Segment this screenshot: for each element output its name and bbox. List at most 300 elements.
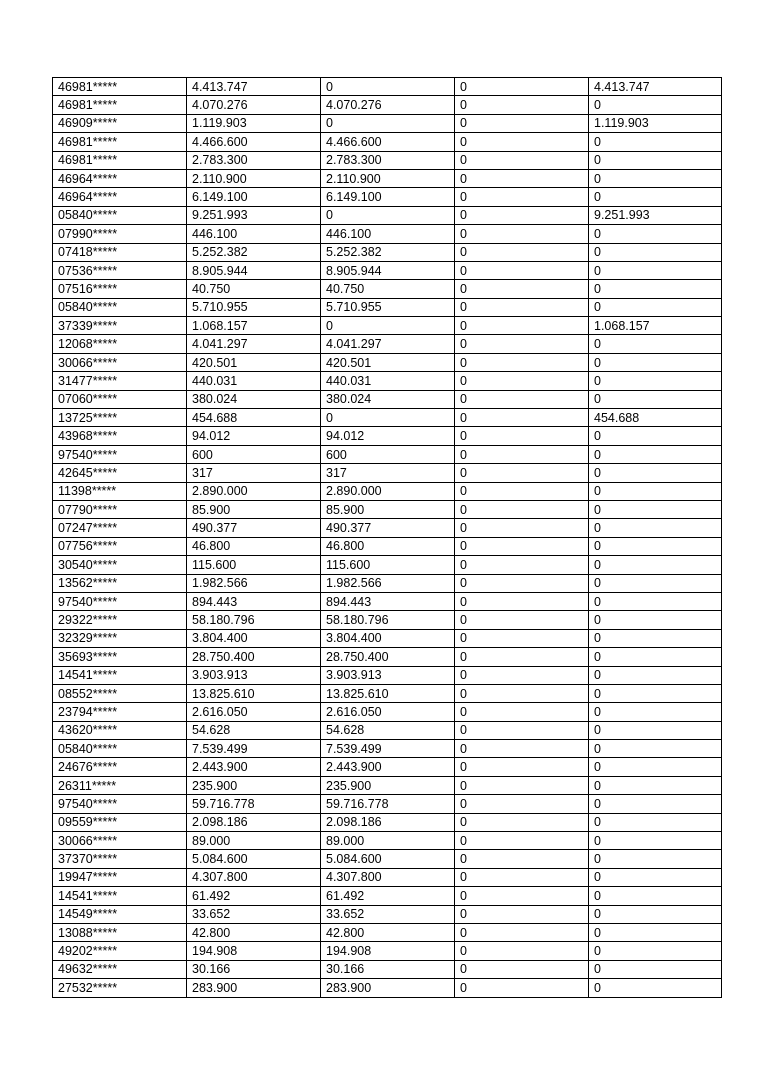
amount-2-cell: 194.908 <box>321 942 455 960</box>
amount-cell: 600 <box>187 445 321 463</box>
amount-cell: 89.000 <box>187 832 321 850</box>
amount-4-cell: 0 <box>589 611 722 629</box>
amount-cell: 54.628 <box>187 721 321 739</box>
amount-3-cell: 0 <box>455 206 589 224</box>
amount-3-cell: 0 <box>455 776 589 794</box>
table-row <box>53 666 722 684</box>
amount-2-cell: 490.377 <box>321 519 455 537</box>
amount-3-cell: 0 <box>455 133 589 151</box>
amount-3-cell: 0 <box>455 979 589 997</box>
amount-cell: 490.377 <box>187 519 321 537</box>
amount-cell: 8.905.944 <box>187 261 321 279</box>
table-row <box>53 942 722 960</box>
amount-3-cell: 0 <box>455 390 589 408</box>
table-row <box>53 813 722 831</box>
id-cell: 12068***** <box>53 335 187 353</box>
amount-4-cell: 0 <box>589 353 722 371</box>
amount-4-cell: 0 <box>589 795 722 813</box>
amount-cell: 454.688 <box>187 409 321 427</box>
amount-4-cell: 0 <box>589 500 722 518</box>
amount-2-cell: 2.443.900 <box>321 758 455 776</box>
amount-3-cell: 0 <box>455 721 589 739</box>
amount-2-cell: 33.652 <box>321 905 455 923</box>
amount-cell: 4.041.297 <box>187 335 321 353</box>
amount-4-cell: 0 <box>589 887 722 905</box>
table-row <box>53 979 722 997</box>
amount-4-cell: 0 <box>589 556 722 574</box>
amount-3-cell: 0 <box>455 335 589 353</box>
id-cell: 31477***** <box>53 372 187 390</box>
table-row <box>53 78 722 96</box>
amount-4-cell: 0 <box>589 537 722 555</box>
amount-cell: 2.098.186 <box>187 813 321 831</box>
amount-2-cell: 420.501 <box>321 353 455 371</box>
id-cell: 43620***** <box>53 721 187 739</box>
amount-4-cell: 0 <box>589 776 722 794</box>
amount-2-cell: 1.982.566 <box>321 574 455 592</box>
table-row <box>53 684 722 702</box>
amount-2-cell: 85.900 <box>321 500 455 518</box>
amount-cell: 33.652 <box>187 905 321 923</box>
table-row <box>53 427 722 445</box>
amount-3-cell: 0 <box>455 537 589 555</box>
amount-3-cell: 0 <box>455 556 589 574</box>
amount-cell: 13.825.610 <box>187 684 321 702</box>
amount-cell: 440.031 <box>187 372 321 390</box>
table-row <box>53 243 722 261</box>
amount-2-cell: 4.307.800 <box>321 868 455 886</box>
table-row <box>53 298 722 316</box>
table-row <box>53 850 722 868</box>
id-cell: 13562***** <box>53 574 187 592</box>
amount-3-cell: 0 <box>455 905 589 923</box>
id-cell: 07516***** <box>53 280 187 298</box>
id-cell: 43968***** <box>53 427 187 445</box>
table-row <box>53 592 722 610</box>
amount-cell: 30.166 <box>187 960 321 978</box>
id-cell: 97540***** <box>53 445 187 463</box>
amount-4-cell: 0 <box>589 298 722 316</box>
amount-3-cell: 0 <box>455 298 589 316</box>
table-row <box>53 960 722 978</box>
amount-3-cell: 0 <box>455 500 589 518</box>
amount-3-cell: 0 <box>455 592 589 610</box>
amount-4-cell: 0 <box>589 979 722 997</box>
amount-3-cell: 0 <box>455 225 589 243</box>
id-cell: 07247***** <box>53 519 187 537</box>
amount-3-cell: 0 <box>455 482 589 500</box>
amount-4-cell: 0 <box>589 923 722 941</box>
amount-3-cell: 0 <box>455 703 589 721</box>
amount-4-cell: 0 <box>589 482 722 500</box>
amount-cell: 2.616.050 <box>187 703 321 721</box>
amount-cell: 85.900 <box>187 500 321 518</box>
id-cell: 97540***** <box>53 592 187 610</box>
id-cell: 19947***** <box>53 868 187 886</box>
table-row <box>53 519 722 537</box>
id-cell: 07756***** <box>53 537 187 555</box>
amount-2-cell: 2.783.300 <box>321 151 455 169</box>
table-row <box>53 537 722 555</box>
amount-4-cell: 0 <box>589 188 722 206</box>
amount-2-cell: 446.100 <box>321 225 455 243</box>
amount-4-cell: 0 <box>589 740 722 758</box>
amount-3-cell: 0 <box>455 280 589 298</box>
amount-3-cell: 0 <box>455 427 589 445</box>
amount-2-cell: 440.031 <box>321 372 455 390</box>
amount-cell: 40.750 <box>187 280 321 298</box>
amount-4-cell: 0 <box>589 243 722 261</box>
amount-4-cell: 0 <box>589 703 722 721</box>
amount-2-cell: 380.024 <box>321 390 455 408</box>
id-cell: 30066***** <box>53 832 187 850</box>
amount-cell: 2.110.900 <box>187 169 321 187</box>
id-cell: 46981***** <box>53 78 187 96</box>
amount-cell: 194.908 <box>187 942 321 960</box>
id-cell: 30066***** <box>53 353 187 371</box>
amount-2-cell: 3.903.913 <box>321 666 455 684</box>
amount-3-cell: 0 <box>455 758 589 776</box>
amount-3-cell: 0 <box>455 409 589 427</box>
amount-3-cell: 0 <box>455 261 589 279</box>
table-row <box>53 317 722 335</box>
data-table <box>52 77 722 998</box>
table-row <box>53 188 722 206</box>
amount-3-cell: 0 <box>455 795 589 813</box>
table-row <box>53 905 722 923</box>
amount-3-cell: 0 <box>455 629 589 647</box>
id-cell: 07990***** <box>53 225 187 243</box>
amount-cell: 42.800 <box>187 923 321 941</box>
amount-4-cell: 0 <box>589 832 722 850</box>
table-row <box>53 353 722 371</box>
amount-4-cell: 0 <box>589 335 722 353</box>
table-row <box>53 225 722 243</box>
id-cell: 07418***** <box>53 243 187 261</box>
amount-2-cell: 5.710.955 <box>321 298 455 316</box>
amount-3-cell: 0 <box>455 353 589 371</box>
amount-3-cell: 0 <box>455 445 589 463</box>
amount-4-cell: 0 <box>589 868 722 886</box>
amount-cell: 894.443 <box>187 592 321 610</box>
amount-4-cell: 0 <box>589 629 722 647</box>
amount-cell: 1.982.566 <box>187 574 321 592</box>
table-row <box>53 740 722 758</box>
amount-cell: 446.100 <box>187 225 321 243</box>
table-row <box>53 390 722 408</box>
amount-4-cell: 0 <box>589 280 722 298</box>
amount-3-cell: 0 <box>455 243 589 261</box>
amount-2-cell: 7.539.499 <box>321 740 455 758</box>
amount-cell: 380.024 <box>187 390 321 408</box>
id-cell: 07536***** <box>53 261 187 279</box>
amount-4-cell: 0 <box>589 574 722 592</box>
amount-cell: 58.180.796 <box>187 611 321 629</box>
amount-3-cell: 0 <box>455 519 589 537</box>
amount-3-cell: 0 <box>455 960 589 978</box>
id-cell: 29322***** <box>53 611 187 629</box>
amount-cell: 3.804.400 <box>187 629 321 647</box>
amount-4-cell: 0 <box>589 445 722 463</box>
amount-2-cell: 6.149.100 <box>321 188 455 206</box>
amount-4-cell: 0 <box>589 225 722 243</box>
table-row <box>53 372 722 390</box>
table-row <box>53 574 722 592</box>
amount-2-cell: 40.750 <box>321 280 455 298</box>
amount-2-cell: 61.492 <box>321 887 455 905</box>
id-cell: 14549***** <box>53 905 187 923</box>
amount-cell: 115.600 <box>187 556 321 574</box>
table-row <box>53 335 722 353</box>
amount-3-cell: 0 <box>455 96 589 114</box>
amount-4-cell: 0 <box>589 684 722 702</box>
table-row <box>53 721 722 739</box>
amount-cell: 94.012 <box>187 427 321 445</box>
amount-4-cell: 9.251.993 <box>589 206 722 224</box>
amount-cell: 28.750.400 <box>187 648 321 666</box>
table-row <box>53 261 722 279</box>
id-cell: 13725***** <box>53 409 187 427</box>
amount-4-cell: 0 <box>589 261 722 279</box>
amount-cell: 61.492 <box>187 887 321 905</box>
amount-2-cell: 58.180.796 <box>321 611 455 629</box>
amount-4-cell: 0 <box>589 464 722 482</box>
amount-3-cell: 0 <box>455 151 589 169</box>
amount-cell: 317 <box>187 464 321 482</box>
table-row <box>53 611 722 629</box>
amount-4-cell: 0 <box>589 813 722 831</box>
table-row <box>53 280 722 298</box>
id-cell: 23794***** <box>53 703 187 721</box>
amount-2-cell: 8.905.944 <box>321 261 455 279</box>
amount-cell: 1.119.903 <box>187 114 321 132</box>
amount-2-cell: 283.900 <box>321 979 455 997</box>
id-cell: 46981***** <box>53 133 187 151</box>
amount-3-cell: 0 <box>455 813 589 831</box>
id-cell: 46909***** <box>53 114 187 132</box>
amount-3-cell: 0 <box>455 942 589 960</box>
amount-2-cell: 0 <box>321 206 455 224</box>
table-row <box>53 868 722 886</box>
id-cell: 37370***** <box>53 850 187 868</box>
amount-2-cell: 59.716.778 <box>321 795 455 813</box>
table-row <box>53 648 722 666</box>
id-cell: 11398***** <box>53 482 187 500</box>
id-cell: 32329***** <box>53 629 187 647</box>
table-row <box>53 887 722 905</box>
amount-2-cell: 2.098.186 <box>321 813 455 831</box>
amount-4-cell: 4.413.747 <box>589 78 722 96</box>
table-row <box>53 206 722 224</box>
amount-cell: 4.307.800 <box>187 868 321 886</box>
amount-cell: 420.501 <box>187 353 321 371</box>
amount-cell: 59.716.778 <box>187 795 321 813</box>
table-row <box>53 776 722 794</box>
id-cell: 13088***** <box>53 923 187 941</box>
amount-cell: 5.710.955 <box>187 298 321 316</box>
amount-4-cell: 0 <box>589 905 722 923</box>
amount-cell: 1.068.157 <box>187 317 321 335</box>
amount-cell: 4.466.600 <box>187 133 321 151</box>
id-cell: 08552***** <box>53 684 187 702</box>
table-row <box>53 464 722 482</box>
table-row <box>53 482 722 500</box>
amount-cell: 4.070.276 <box>187 96 321 114</box>
id-cell: 07790***** <box>53 500 187 518</box>
amount-3-cell: 0 <box>455 611 589 629</box>
id-cell: 05840***** <box>53 740 187 758</box>
amount-2-cell: 4.041.297 <box>321 335 455 353</box>
id-cell: 49202***** <box>53 942 187 960</box>
amount-4-cell: 0 <box>589 942 722 960</box>
amount-4-cell: 0 <box>589 758 722 776</box>
amount-2-cell: 0 <box>321 409 455 427</box>
amount-4-cell: 0 <box>589 372 722 390</box>
amount-3-cell: 0 <box>455 114 589 132</box>
id-cell: 05840***** <box>53 206 187 224</box>
id-cell: 27532***** <box>53 979 187 997</box>
id-cell: 09559***** <box>53 813 187 831</box>
id-cell: 07060***** <box>53 390 187 408</box>
id-cell: 97540***** <box>53 795 187 813</box>
amount-2-cell: 317 <box>321 464 455 482</box>
amount-3-cell: 0 <box>455 464 589 482</box>
table-row <box>53 795 722 813</box>
table-row <box>53 832 722 850</box>
amount-cell: 283.900 <box>187 979 321 997</box>
amount-4-cell: 1.119.903 <box>589 114 722 132</box>
amount-3-cell: 0 <box>455 317 589 335</box>
id-cell: 46981***** <box>53 96 187 114</box>
amount-3-cell: 0 <box>455 832 589 850</box>
amount-cell: 2.783.300 <box>187 151 321 169</box>
table-row <box>53 923 722 941</box>
amount-2-cell: 13.825.610 <box>321 684 455 702</box>
amount-2-cell: 28.750.400 <box>321 648 455 666</box>
amount-cell: 9.251.993 <box>187 206 321 224</box>
amount-3-cell: 0 <box>455 923 589 941</box>
amount-2-cell: 0 <box>321 317 455 335</box>
amount-2-cell: 94.012 <box>321 427 455 445</box>
amount-4-cell: 0 <box>589 133 722 151</box>
amount-3-cell: 0 <box>455 887 589 905</box>
amount-2-cell: 894.443 <box>321 592 455 610</box>
amount-3-cell: 0 <box>455 740 589 758</box>
table-row <box>53 151 722 169</box>
table-row <box>53 169 722 187</box>
amount-3-cell: 0 <box>455 188 589 206</box>
amount-cell: 235.900 <box>187 776 321 794</box>
amount-2-cell: 30.166 <box>321 960 455 978</box>
amount-cell: 6.149.100 <box>187 188 321 206</box>
amount-cell: 5.252.382 <box>187 243 321 261</box>
amount-4-cell: 0 <box>589 390 722 408</box>
amount-2-cell: 42.800 <box>321 923 455 941</box>
table-row <box>53 629 722 647</box>
table-row <box>53 114 722 132</box>
amount-4-cell: 0 <box>589 592 722 610</box>
amount-3-cell: 0 <box>455 850 589 868</box>
amount-4-cell: 0 <box>589 960 722 978</box>
table-row <box>53 500 722 518</box>
amount-4-cell: 0 <box>589 666 722 684</box>
amount-4-cell: 0 <box>589 648 722 666</box>
amount-4-cell: 0 <box>589 850 722 868</box>
amount-4-cell: 0 <box>589 519 722 537</box>
amount-cell: 46.800 <box>187 537 321 555</box>
amount-cell: 3.903.913 <box>187 666 321 684</box>
id-cell: 35693***** <box>53 648 187 666</box>
amount-3-cell: 0 <box>455 648 589 666</box>
id-cell: 14541***** <box>53 887 187 905</box>
amount-cell: 2.890.000 <box>187 482 321 500</box>
amount-4-cell: 454.688 <box>589 409 722 427</box>
table-row <box>53 758 722 776</box>
amount-3-cell: 0 <box>455 684 589 702</box>
amount-2-cell: 115.600 <box>321 556 455 574</box>
amount-4-cell: 0 <box>589 96 722 114</box>
amount-3-cell: 0 <box>455 78 589 96</box>
amount-cell: 2.443.900 <box>187 758 321 776</box>
id-cell: 05840***** <box>53 298 187 316</box>
amount-2-cell: 5.084.600 <box>321 850 455 868</box>
amount-2-cell: 4.466.600 <box>321 133 455 151</box>
table-row <box>53 409 722 427</box>
amount-3-cell: 0 <box>455 169 589 187</box>
amount-4-cell: 0 <box>589 721 722 739</box>
id-cell: 46981***** <box>53 151 187 169</box>
amount-4-cell: 0 <box>589 151 722 169</box>
amount-4-cell: 1.068.157 <box>589 317 722 335</box>
table-row <box>53 703 722 721</box>
table-body <box>53 78 722 998</box>
amount-3-cell: 0 <box>455 372 589 390</box>
amount-cell: 4.413.747 <box>187 78 321 96</box>
amount-2-cell: 0 <box>321 78 455 96</box>
amount-2-cell: 54.628 <box>321 721 455 739</box>
amount-2-cell: 5.252.382 <box>321 243 455 261</box>
amount-2-cell: 600 <box>321 445 455 463</box>
amount-2-cell: 0 <box>321 114 455 132</box>
id-cell: 14541***** <box>53 666 187 684</box>
amount-2-cell: 235.900 <box>321 776 455 794</box>
amount-3-cell: 0 <box>455 574 589 592</box>
amount-2-cell: 2.110.900 <box>321 169 455 187</box>
amount-2-cell: 3.804.400 <box>321 629 455 647</box>
table-row <box>53 96 722 114</box>
amount-cell: 5.084.600 <box>187 850 321 868</box>
table-row <box>53 556 722 574</box>
id-cell: 46964***** <box>53 188 187 206</box>
amount-4-cell: 0 <box>589 169 722 187</box>
amount-2-cell: 46.800 <box>321 537 455 555</box>
id-cell: 42645***** <box>53 464 187 482</box>
amount-3-cell: 0 <box>455 666 589 684</box>
table-row <box>53 445 722 463</box>
id-cell: 49632***** <box>53 960 187 978</box>
amount-2-cell: 89.000 <box>321 832 455 850</box>
amount-3-cell: 0 <box>455 868 589 886</box>
amount-2-cell: 2.890.000 <box>321 482 455 500</box>
id-cell: 30540***** <box>53 556 187 574</box>
id-cell: 24676***** <box>53 758 187 776</box>
id-cell: 37339***** <box>53 317 187 335</box>
amount-4-cell: 0 <box>589 427 722 445</box>
amount-2-cell: 4.070.276 <box>321 96 455 114</box>
table-row <box>53 133 722 151</box>
id-cell: 46964***** <box>53 169 187 187</box>
amount-2-cell: 2.616.050 <box>321 703 455 721</box>
